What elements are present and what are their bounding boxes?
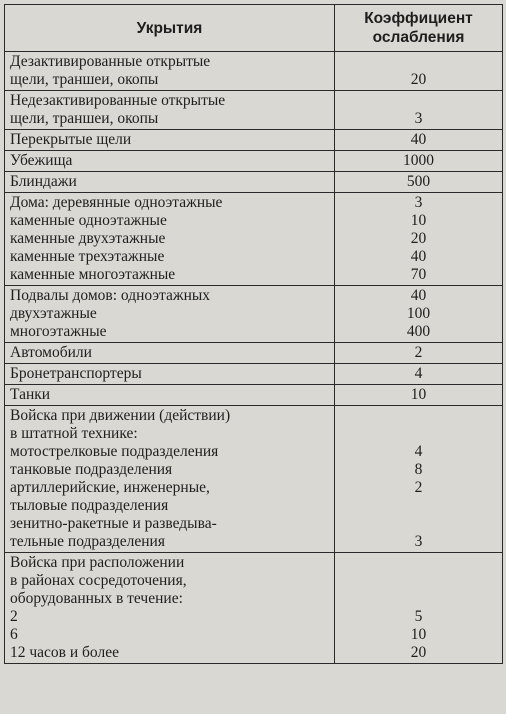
shelter-name-line: в районах сосредоточения, bbox=[10, 572, 187, 589]
shelter-name-cell bbox=[5, 52, 335, 91]
attenuation-value: 20 bbox=[410, 644, 427, 661]
attenuation-value-cell bbox=[335, 172, 503, 193]
shelter-name-cell bbox=[5, 406, 335, 553]
shelter-name-line: зенитно-ракетные и разведыва- bbox=[10, 515, 217, 532]
attenuation-value: 40 bbox=[410, 248, 427, 265]
attenuation-value bbox=[337, 53, 500, 71]
shelter-name-line: Автомобили bbox=[10, 344, 92, 361]
shelter-name-line: каменные одноэтажные bbox=[10, 212, 167, 229]
attenuation-value: 10 bbox=[410, 212, 427, 229]
shelter-name-line: щели, траншеи, окопы bbox=[10, 110, 159, 127]
table-row bbox=[5, 151, 503, 172]
shelter-name-line: танковые подразделения bbox=[10, 461, 173, 478]
table-row bbox=[5, 193, 503, 286]
header-attenuation bbox=[335, 5, 503, 52]
shelter-name-cell bbox=[5, 193, 335, 286]
shelter-name-line: многоэтажные bbox=[10, 323, 107, 340]
attenuation-value: 3 bbox=[414, 194, 423, 211]
table-row bbox=[5, 364, 503, 385]
attenuation-value-cell bbox=[335, 406, 503, 553]
attenuation-value-cell bbox=[335, 343, 503, 364]
shelter-name-line: мотострелковые подразделения bbox=[10, 443, 219, 460]
shelter-name-line: каменные многоэтажные bbox=[10, 266, 176, 283]
table-row bbox=[5, 406, 503, 553]
shelter-name-line: Танки bbox=[10, 386, 51, 403]
attenuation-value: 40 bbox=[410, 287, 427, 304]
attenuation-value-cell bbox=[335, 130, 503, 151]
attenuation-value bbox=[337, 425, 500, 443]
attenuation-value: 3 bbox=[414, 533, 423, 550]
attenuation-value-cell bbox=[335, 286, 503, 343]
shelter-name-line: Блиндажи bbox=[10, 173, 77, 190]
shelter-name-line: Подвалы домов: одноэтажных bbox=[10, 287, 211, 304]
table-row bbox=[5, 343, 503, 364]
attenuation-value: 70 bbox=[410, 266, 427, 283]
table-body bbox=[5, 52, 503, 664]
attenuation-value-cell bbox=[335, 193, 503, 286]
table-row bbox=[5, 553, 503, 664]
shelter-name-line: артиллерийские, инженерные, bbox=[10, 479, 210, 496]
attenuation-value bbox=[337, 497, 500, 515]
shelter-name-cell bbox=[5, 343, 335, 364]
shelter-name-line: Недезактивированные открытые bbox=[10, 92, 226, 109]
attenuation-value bbox=[337, 590, 500, 608]
table-row bbox=[5, 52, 503, 91]
shelter-name-cell bbox=[5, 286, 335, 343]
attenuation-value: 1000 bbox=[403, 152, 434, 169]
attenuation-value: 10 bbox=[410, 386, 427, 403]
attenuation-value: 40 bbox=[410, 131, 427, 148]
attenuation-value: 8 bbox=[414, 461, 423, 478]
attenuation-table bbox=[4, 4, 503, 664]
shelter-name-line: в штатной технике: bbox=[10, 425, 138, 442]
shelter-name-cell bbox=[5, 385, 335, 406]
shelter-name-cell bbox=[5, 553, 335, 664]
shelter-name-cell bbox=[5, 172, 335, 193]
attenuation-value-cell bbox=[335, 91, 503, 130]
shelter-name-line: 6 bbox=[10, 626, 18, 643]
shelter-name-line: щели, траншеи, окопы bbox=[10, 71, 159, 88]
attenuation-value bbox=[337, 92, 500, 110]
attenuation-value-cell bbox=[335, 52, 503, 91]
table-row bbox=[5, 286, 503, 343]
shelter-name-line: каменные трехэтажные bbox=[10, 248, 165, 265]
attenuation-value bbox=[337, 572, 500, 590]
attenuation-value-cell bbox=[335, 385, 503, 406]
attenuation-value: 2 bbox=[414, 479, 423, 496]
attenuation-value: 5 bbox=[414, 608, 423, 625]
shelter-name-cell bbox=[5, 130, 335, 151]
attenuation-value: 20 bbox=[410, 71, 427, 88]
table-row bbox=[5, 172, 503, 193]
header-shelters-label: Укрытия bbox=[136, 19, 203, 37]
attenuation-value: 3 bbox=[414, 110, 423, 127]
shelter-name-line: тыловые подразделения bbox=[10, 497, 169, 514]
shelter-name-line: оборудованных в течение: bbox=[10, 590, 183, 607]
attenuation-value: 10 bbox=[410, 626, 427, 643]
shelter-name-cell bbox=[5, 91, 335, 130]
attenuation-value: 500 bbox=[406, 173, 431, 190]
table-row bbox=[5, 130, 503, 151]
attenuation-value bbox=[337, 554, 500, 572]
attenuation-value: 20 bbox=[410, 230, 427, 247]
shelter-name-line: тельные подразделения bbox=[10, 533, 165, 550]
shelter-name-line: двухэтажные bbox=[10, 305, 97, 322]
shelter-name-line: Войска при движении (действии) bbox=[10, 407, 231, 424]
header-attenuation-line1: Коэффициент bbox=[364, 10, 473, 27]
attenuation-value: 2 bbox=[414, 344, 423, 361]
shelter-name-line: Убежища bbox=[10, 152, 73, 169]
attenuation-value-cell bbox=[335, 364, 503, 385]
attenuation-value: 400 bbox=[406, 323, 431, 340]
table-row bbox=[5, 385, 503, 406]
shelter-name-line: Бронетранспортеры bbox=[10, 365, 142, 382]
attenuation-value: 4 bbox=[414, 365, 423, 382]
shelter-name-cell bbox=[5, 364, 335, 385]
attenuation-value: 4 bbox=[414, 443, 423, 460]
table-row bbox=[5, 91, 503, 130]
attenuation-value bbox=[337, 407, 500, 425]
header-shelters bbox=[5, 5, 335, 52]
shelter-name-line: Дезактивированные открытые bbox=[10, 53, 211, 70]
attenuation-value: 100 bbox=[406, 305, 431, 322]
shelter-name-line: Дома: деревянные одноэтажные bbox=[10, 194, 223, 211]
shelter-name-cell bbox=[5, 151, 335, 172]
shelter-name-line: 2 bbox=[10, 608, 18, 625]
shelter-name-line: каменные двухэтажные bbox=[10, 230, 166, 247]
shelter-name-line: Войска при расположении bbox=[10, 554, 185, 571]
attenuation-value-cell bbox=[335, 151, 503, 172]
shelter-name-line: 12 часов и более bbox=[10, 644, 119, 661]
attenuation-value-cell bbox=[335, 553, 503, 664]
shelter-name-line: Перекрытые щели bbox=[10, 131, 132, 148]
attenuation-value bbox=[337, 515, 500, 533]
table-header-row bbox=[5, 5, 503, 52]
header-attenuation-line2: ослабления bbox=[372, 29, 465, 46]
